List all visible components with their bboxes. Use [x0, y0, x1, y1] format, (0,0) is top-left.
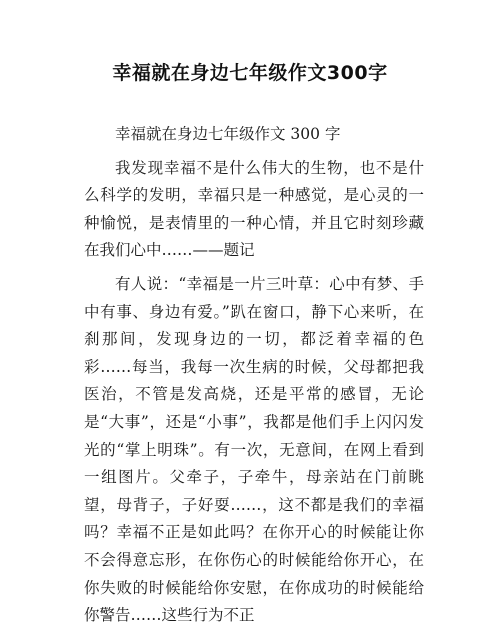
document-title: 幸福就在身边七年级作文300字	[112, 62, 388, 84]
body-paragraph: 有人说：“幸福是一片三叶草：心中有梦、手中有事、身边有爱。”趴在窗口，静下心来听，在刹那间，发现身边的一切，都泛着幸福的色彩……每当，我每一次生病的时候，父母都把我医治，不管是发高烧，还是平常的感冒，无论是“大事”，还是“小事”，我都是他们手上闪闪发光的“掌上明珠”。有一次，无意间，在网上看到一组图片。父牵子，子牵牛，母亲站在门前眺望，母背子，子好耍……，这不都是我们的幸福吗？幸福不正是如此吗？在你开心的时候能让你不会得意忘形，在你伤心的时候能给你开心，在你失败的时候能给你安慰，在你成功的时候能给你警告……这些行为不正	[84, 274, 424, 625]
intro-paragraph: 我发现幸福不是什么伟大的生物，也不是什么科学的发明，幸福只是一种感觉，是心灵的一种愉悦，是表情里的一种心情，并且它时刻珍藏在我们心中……——题记	[84, 158, 424, 260]
document-body	[84, 121, 424, 636]
subtitle-paragraph: 幸福就在身边七年级作文 300 字	[115, 125, 341, 143]
